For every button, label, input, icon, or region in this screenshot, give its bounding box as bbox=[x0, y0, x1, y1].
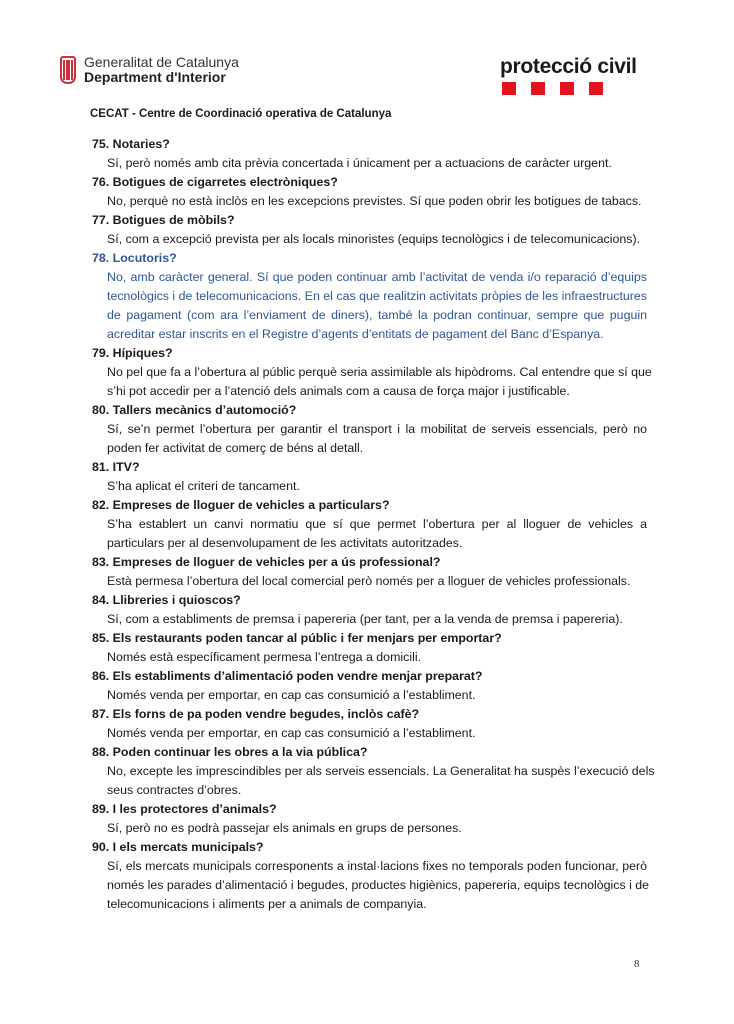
faq-question: 81. ITV? bbox=[92, 460, 140, 474]
faq-question: 84. Llibreries i quioscos? bbox=[92, 593, 241, 607]
faq-question: 86. Els establiments d’alimentació poden vendre menjar preparat? bbox=[92, 669, 483, 683]
faq-item bbox=[92, 249, 647, 344]
faq-item bbox=[92, 800, 647, 838]
faq-item bbox=[92, 667, 647, 705]
answer-line: Sí, com a establiments de premsa i papereria (per tant, per a la venda de premsa i papereria). bbox=[107, 612, 623, 626]
brand-title: protecció civil bbox=[500, 55, 637, 78]
answer-line: Sí, els mercats municipals corresponents a instal·lacions fixes no temporals poden funcionar, però bbox=[107, 859, 647, 873]
answer-line: Sí, se’n permet l’obertura per garantir el transport i la mobilitat de serveis essencials, però no bbox=[107, 422, 647, 436]
generalitat-logo bbox=[60, 55, 239, 85]
faq-item bbox=[92, 135, 647, 173]
faq-answer bbox=[92, 724, 647, 743]
faq-item bbox=[92, 211, 647, 249]
faq-question: 79. Hípiques? bbox=[92, 346, 173, 360]
answer-line: No pel que fa a l’obertura al públic perquè seria assimilable als hipòdroms. Cal entendre que sí que bbox=[107, 365, 652, 379]
answer-line: Només venda per emportar, en cap cas consumició a l’establiment. bbox=[107, 688, 476, 702]
answer-line: Només està específicament permesa l’entrega a domicili. bbox=[107, 650, 422, 664]
faq-question: 78. Locutoris? bbox=[92, 251, 177, 265]
faq-answer bbox=[92, 230, 647, 249]
answer-line: telecomunicacions i aliments per a animals de companyia. bbox=[107, 897, 427, 911]
answer-line: acreditar estar inscrits en el Registre d’agents d’entitats de pagament del Banc d’Espanya. bbox=[107, 327, 604, 341]
faq-item bbox=[92, 344, 652, 401]
faq-question: 85. Els restaurants poden tancar al públic i fer menjars per emportar? bbox=[92, 631, 502, 645]
answer-line: No, amb caràcter general. Sí que poden continuar amb l’activitat de venda i/o reparació d’equips bbox=[107, 270, 647, 284]
faq-question: 87. Els forns de pa poden vendre begudes, inclòs cafè? bbox=[92, 707, 420, 721]
faq-item bbox=[92, 173, 647, 211]
faq-answer bbox=[92, 819, 647, 838]
answer-line: Sí, però només amb cita prèvia concertada i únicament per a actuacions de caràcter urgent. bbox=[107, 156, 612, 170]
faq-question: 76. Botigues de cigarretes electròniques? bbox=[92, 175, 338, 189]
faq-item bbox=[92, 629, 647, 667]
answer-line: particulars per al desenvolupament de les activitats autoritzades. bbox=[107, 536, 463, 550]
answer-line: només les parades d’alimentació i begudes, productes higiènics, papereria, equips tecnològics i de bbox=[107, 878, 650, 892]
proteccio-civil-logo bbox=[500, 56, 637, 95]
document-subtitle: CECAT - Centre de Coordinació operativa de Catalunya bbox=[90, 108, 392, 120]
page-number: 8 bbox=[634, 958, 640, 970]
faq-question: 83. Empreses de lloguer de vehicles per a ús professional? bbox=[92, 555, 441, 569]
answer-line: poden fer activitat de comerç de béns al detall. bbox=[107, 441, 364, 455]
faq-answer bbox=[92, 762, 655, 800]
answer-line: Sí, com a excepció prevista per als locals minoristes (equips tecnològics i de telecomunicacions). bbox=[107, 232, 641, 246]
faq-answer bbox=[92, 192, 647, 211]
department-name: Department d'Interior bbox=[84, 69, 226, 85]
faq-answer bbox=[92, 648, 647, 667]
answer-line: Sí, però no es podrà passejar els animals en grups de persones. bbox=[107, 821, 462, 835]
answer-line: seus contractes d’obres. bbox=[107, 783, 242, 797]
answer-line: de pagament (com ara l’enviament de diners), també la podran continuar, sempre que puguin bbox=[107, 308, 647, 322]
faq-item bbox=[92, 401, 647, 458]
faq-item bbox=[92, 705, 647, 743]
faq-item bbox=[92, 458, 647, 496]
faq-question: 89. I les protectores d’animals? bbox=[92, 802, 277, 816]
answer-line: S’ha establert un canvi normatiu que sí que permet l’obertura per al lloguer de vehicles a bbox=[107, 517, 647, 531]
faq-item bbox=[92, 496, 647, 553]
faq-question: 82. Empreses de lloguer de vehicles a particulars? bbox=[92, 498, 390, 512]
answer-line: s’hi pot accedir per a l’atenció dels animals com a causa de força major i justificable. bbox=[107, 384, 570, 398]
faq-answer bbox=[92, 363, 652, 401]
faq-answer bbox=[92, 154, 647, 173]
faq-question: 77. Botigues de mòbils? bbox=[92, 213, 235, 227]
faq-answer bbox=[92, 268, 647, 344]
faq-item bbox=[92, 838, 650, 914]
faq-question: 90. I els mercats municipals? bbox=[92, 840, 264, 854]
faq-item bbox=[92, 743, 655, 800]
faq-list bbox=[92, 135, 655, 914]
answer-line: No, excepte les imprescindibles per als serveis essencials. La Generalitat ha suspès l’execució dels bbox=[107, 764, 655, 778]
faq-answer bbox=[92, 686, 647, 705]
faq-item bbox=[92, 591, 647, 629]
org-name: Generalitat de Catalunya bbox=[84, 54, 239, 70]
faq-answer bbox=[92, 420, 647, 458]
faq-question: 75. Notaries? bbox=[92, 137, 170, 151]
answer-line: No, perquè no està inclòs en les excepcions previstes. Sí que poden obrir les botigues de tabacs. bbox=[107, 194, 642, 208]
answer-line: Està permesa l’obertura del local comercial però només per a lloguer de vehicles professionals. bbox=[107, 574, 631, 588]
faq-answer bbox=[92, 477, 647, 496]
answer-line: Només venda per emportar, en cap cas consumició a l’establiment. bbox=[107, 726, 476, 740]
faq-answer bbox=[92, 515, 647, 553]
answer-line: S’ha aplicat el criteri de tancament. bbox=[107, 479, 300, 493]
faq-question: 80. Tallers mecànics d’automoció? bbox=[92, 403, 297, 417]
faq-answer bbox=[92, 857, 650, 914]
faq-answer bbox=[92, 610, 647, 629]
senyera-crest-icon bbox=[60, 56, 76, 84]
faq-question: 88. Poden continuar les obres a la via pública? bbox=[92, 745, 368, 759]
faq-item bbox=[92, 553, 647, 591]
brand-squares-icon bbox=[502, 82, 637, 95]
answer-line: tecnològics i de telecomunicacions. En el cas que realitzin activitats pròpies de les infraestructures bbox=[107, 289, 647, 303]
faq-answer bbox=[92, 572, 647, 591]
